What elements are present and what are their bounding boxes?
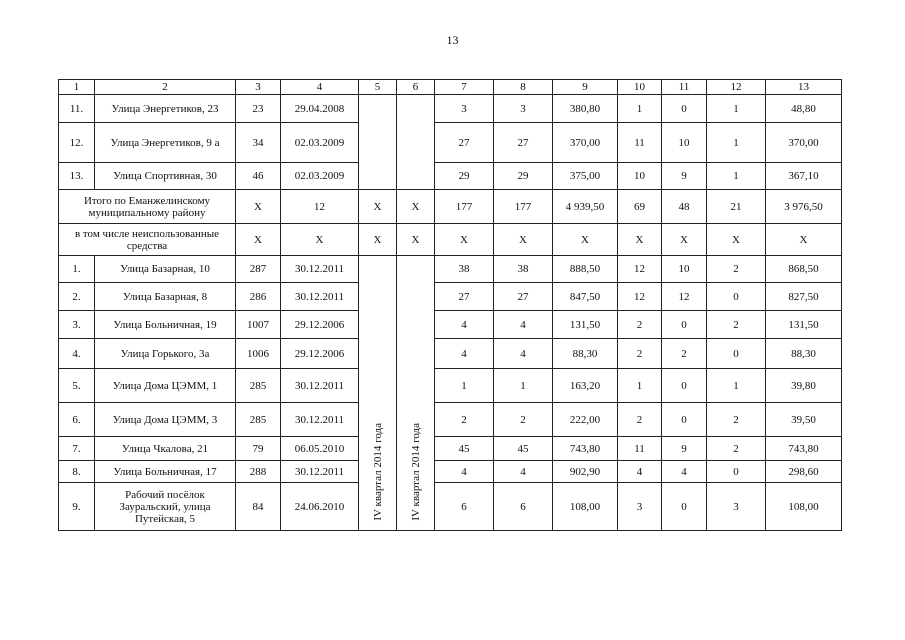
table-cell: 12 bbox=[618, 256, 662, 283]
date-cell: 30.12.2011 bbox=[281, 369, 359, 403]
date-cell: 02.03.2009 bbox=[281, 163, 359, 190]
total-row bbox=[59, 190, 842, 224]
table-row bbox=[59, 311, 842, 339]
table-cell: 1 bbox=[707, 95, 766, 123]
table-cell: 29 bbox=[494, 163, 553, 190]
table-row bbox=[59, 437, 842, 461]
table-cell: 0 bbox=[662, 369, 707, 403]
address-cell: Улица Чкалова, 21 bbox=[95, 437, 236, 461]
table-cell: X bbox=[553, 224, 618, 256]
table-cell: 21 bbox=[707, 190, 766, 224]
quarter-label: IV квартал 2014 года bbox=[371, 423, 384, 521]
row-number: 5. bbox=[59, 369, 95, 403]
table-cell: 29 bbox=[435, 163, 494, 190]
table-row bbox=[59, 283, 842, 311]
address-cell: Улица Энергетиков, 9 а bbox=[95, 123, 236, 163]
table-cell: 177 bbox=[435, 190, 494, 224]
date-cell: 29.04.2008 bbox=[281, 95, 359, 123]
column-header: 5 bbox=[359, 80, 397, 95]
table-cell: 163,20 bbox=[553, 369, 618, 403]
table-cell: X bbox=[494, 224, 553, 256]
table-cell: 46 bbox=[236, 163, 281, 190]
table-row bbox=[59, 483, 842, 531]
address-cell: Улица Базарная, 8 bbox=[95, 283, 236, 311]
table-cell: 288 bbox=[236, 461, 281, 483]
table-cell: 370,00 bbox=[766, 123, 842, 163]
table-cell: 2 bbox=[618, 311, 662, 339]
unused-funds-label: в том числе неиспользованные средства bbox=[59, 224, 236, 256]
data-table bbox=[58, 79, 842, 531]
table-cell: 88,30 bbox=[553, 339, 618, 369]
table-cell: 298,60 bbox=[766, 461, 842, 483]
table-cell: 2 bbox=[435, 403, 494, 437]
date-cell: 02.03.2009 bbox=[281, 123, 359, 163]
date-cell: 30.12.2011 bbox=[281, 256, 359, 283]
quarter-cell-6 bbox=[397, 256, 435, 531]
column-header: 13 bbox=[766, 80, 842, 95]
empty-cell bbox=[359, 95, 397, 190]
table-cell: 902,90 bbox=[553, 461, 618, 483]
row-number: 8. bbox=[59, 461, 95, 483]
table-cell: X bbox=[281, 224, 359, 256]
column-header: 6 bbox=[397, 80, 435, 95]
address-cell: Улица Больничная, 17 bbox=[95, 461, 236, 483]
header-row bbox=[59, 80, 842, 95]
address-cell: Улица Энергетиков, 23 bbox=[95, 95, 236, 123]
table-cell: 10 bbox=[618, 163, 662, 190]
table-cell: 1 bbox=[707, 123, 766, 163]
table-cell: 4 bbox=[494, 311, 553, 339]
table-cell: 11 bbox=[618, 437, 662, 461]
column-header: 2 bbox=[95, 80, 236, 95]
table-cell: 12 bbox=[281, 190, 359, 224]
table-cell: 27 bbox=[435, 283, 494, 311]
table-cell: 12 bbox=[618, 283, 662, 311]
table-row bbox=[59, 95, 842, 123]
address-cell: Улица Больничная, 19 bbox=[95, 311, 236, 339]
column-header: 4 bbox=[281, 80, 359, 95]
table-cell: 4 939,50 bbox=[553, 190, 618, 224]
table-row bbox=[59, 403, 842, 437]
table-cell: 0 bbox=[662, 403, 707, 437]
table-cell: 1 bbox=[435, 369, 494, 403]
table-cell: 3 bbox=[618, 483, 662, 531]
row-number: 7. bbox=[59, 437, 95, 461]
table-cell: 285 bbox=[236, 369, 281, 403]
table-cell: 6 bbox=[435, 483, 494, 531]
address-cell: Улица Дома ЦЭММ, 3 bbox=[95, 403, 236, 437]
table-cell: 45 bbox=[435, 437, 494, 461]
date-cell: 29.12.2006 bbox=[281, 311, 359, 339]
table-cell: 1007 bbox=[236, 311, 281, 339]
column-header: 12 bbox=[707, 80, 766, 95]
table-cell: 370,00 bbox=[553, 123, 618, 163]
table-cell: 2 bbox=[494, 403, 553, 437]
table-cell: 4 bbox=[435, 339, 494, 369]
address-cell: Улица Горького, 3а bbox=[95, 339, 236, 369]
table-cell: X bbox=[766, 224, 842, 256]
table-cell: 4 bbox=[435, 311, 494, 339]
table-row bbox=[59, 256, 842, 283]
table-cell: 1 bbox=[494, 369, 553, 403]
table-cell: 4 bbox=[618, 461, 662, 483]
table-row bbox=[59, 461, 842, 483]
table-cell: 79 bbox=[236, 437, 281, 461]
table-cell: 287 bbox=[236, 256, 281, 283]
table-cell: 10 bbox=[662, 256, 707, 283]
table-cell: 2 bbox=[707, 256, 766, 283]
table-row bbox=[59, 369, 842, 403]
row-number: 9. bbox=[59, 483, 95, 531]
table-cell: 131,50 bbox=[553, 311, 618, 339]
table-cell: 0 bbox=[662, 311, 707, 339]
table-cell: 1 bbox=[707, 369, 766, 403]
table-cell: 2 bbox=[707, 311, 766, 339]
column-header: 11 bbox=[662, 80, 707, 95]
table-row bbox=[59, 163, 842, 190]
date-cell: 30.12.2011 bbox=[281, 403, 359, 437]
table-cell: 131,50 bbox=[766, 311, 842, 339]
row-number: 12. bbox=[59, 123, 95, 163]
table-cell: 88,30 bbox=[766, 339, 842, 369]
table-cell: 4 bbox=[494, 461, 553, 483]
table-cell: 868,50 bbox=[766, 256, 842, 283]
table-cell: 38 bbox=[435, 256, 494, 283]
date-cell: 06.05.2010 bbox=[281, 437, 359, 461]
total-label: Итого по Еманжелинскому муниципальному району bbox=[59, 190, 236, 224]
address-cell: Рабочий посёлок Зауральский, улица Путейская, 5 bbox=[95, 483, 236, 531]
quarter-cell-5 bbox=[359, 256, 397, 531]
row-number: 4. bbox=[59, 339, 95, 369]
table-cell: 84 bbox=[236, 483, 281, 531]
row-number: 3. bbox=[59, 311, 95, 339]
table-cell: 9 bbox=[662, 163, 707, 190]
table-cell: 3 bbox=[435, 95, 494, 123]
table-cell: 2 bbox=[618, 339, 662, 369]
table-cell: 2 bbox=[618, 403, 662, 437]
address-cell: Улица Базарная, 10 bbox=[95, 256, 236, 283]
table-cell: 1 bbox=[707, 163, 766, 190]
table-cell: 23 bbox=[236, 95, 281, 123]
table-cell: X bbox=[236, 190, 281, 224]
row-number: 2. bbox=[59, 283, 95, 311]
date-cell: 24.06.2010 bbox=[281, 483, 359, 531]
table-cell: 3 bbox=[494, 95, 553, 123]
table-cell: 48,80 bbox=[766, 95, 842, 123]
table-cell: 39,80 bbox=[766, 369, 842, 403]
table-cell: 222,00 bbox=[553, 403, 618, 437]
table-cell: 1 bbox=[618, 95, 662, 123]
date-cell: 30.12.2011 bbox=[281, 283, 359, 311]
table-cell: 4 bbox=[662, 461, 707, 483]
table-cell: 27 bbox=[494, 283, 553, 311]
table-cell: X bbox=[359, 190, 397, 224]
table-cell: 27 bbox=[435, 123, 494, 163]
table-cell: 69 bbox=[618, 190, 662, 224]
column-header: 8 bbox=[494, 80, 553, 95]
quarter-label: IV квартал 2014 года bbox=[409, 423, 422, 521]
table-cell: 0 bbox=[707, 461, 766, 483]
table-cell: 10 bbox=[662, 123, 707, 163]
table-cell: 9 bbox=[662, 437, 707, 461]
table-cell: X bbox=[435, 224, 494, 256]
table-cell: 2 bbox=[707, 437, 766, 461]
table-cell: 285 bbox=[236, 403, 281, 437]
table-cell: 847,50 bbox=[553, 283, 618, 311]
page-number: 13 bbox=[446, 33, 459, 47]
column-header: 1 bbox=[59, 80, 95, 95]
table-cell: 888,50 bbox=[553, 256, 618, 283]
table-cell: 48 bbox=[662, 190, 707, 224]
table-cell: 39,50 bbox=[766, 403, 842, 437]
table-cell: X bbox=[397, 190, 435, 224]
table-cell: 375,00 bbox=[553, 163, 618, 190]
column-header: 10 bbox=[618, 80, 662, 95]
table-cell: 3 bbox=[707, 483, 766, 531]
table-cell: 108,00 bbox=[553, 483, 618, 531]
table-cell: 4 bbox=[494, 339, 553, 369]
address-cell: Улица Спортивная, 30 bbox=[95, 163, 236, 190]
empty-cell bbox=[397, 95, 435, 190]
table-cell: 0 bbox=[662, 95, 707, 123]
row-number: 6. bbox=[59, 403, 95, 437]
table-cell: 743,80 bbox=[553, 437, 618, 461]
table-cell: 177 bbox=[494, 190, 553, 224]
table-cell: 27 bbox=[494, 123, 553, 163]
table-cell: 0 bbox=[662, 483, 707, 531]
table-row bbox=[59, 339, 842, 369]
table-cell: 286 bbox=[236, 283, 281, 311]
table-cell: 108,00 bbox=[766, 483, 842, 531]
unused-funds-row bbox=[59, 224, 842, 256]
table-cell: 743,80 bbox=[766, 437, 842, 461]
column-header: 3 bbox=[236, 80, 281, 95]
row-number: 13. bbox=[59, 163, 95, 190]
table-cell: X bbox=[707, 224, 766, 256]
table-row bbox=[59, 123, 842, 163]
table-cell: 3 976,50 bbox=[766, 190, 842, 224]
table-cell: X bbox=[397, 224, 435, 256]
table-cell: 367,10 bbox=[766, 163, 842, 190]
date-cell: 30.12.2011 bbox=[281, 461, 359, 483]
table-cell: 0 bbox=[707, 339, 766, 369]
table-cell: 2 bbox=[662, 339, 707, 369]
column-header: 9 bbox=[553, 80, 618, 95]
table-cell: 45 bbox=[494, 437, 553, 461]
table-cell: 12 bbox=[662, 283, 707, 311]
table-cell: 1006 bbox=[236, 339, 281, 369]
column-header: 7 bbox=[435, 80, 494, 95]
table-cell: X bbox=[236, 224, 281, 256]
row-number: 11. bbox=[59, 95, 95, 123]
table-cell: 0 bbox=[707, 283, 766, 311]
table-cell: 2 bbox=[707, 403, 766, 437]
table-cell: 6 bbox=[494, 483, 553, 531]
table-cell: 1 bbox=[618, 369, 662, 403]
table-cell: X bbox=[359, 224, 397, 256]
table-cell: X bbox=[618, 224, 662, 256]
table-cell: 11 bbox=[618, 123, 662, 163]
table-cell: 380,80 bbox=[553, 95, 618, 123]
table-cell: 38 bbox=[494, 256, 553, 283]
table-cell: X bbox=[662, 224, 707, 256]
date-cell: 29.12.2006 bbox=[281, 339, 359, 369]
table-cell: 34 bbox=[236, 123, 281, 163]
table-cell: 827,50 bbox=[766, 283, 842, 311]
row-number: 1. bbox=[59, 256, 95, 283]
address-cell: Улица Дома ЦЭММ, 1 bbox=[95, 369, 236, 403]
table-cell: 4 bbox=[435, 461, 494, 483]
